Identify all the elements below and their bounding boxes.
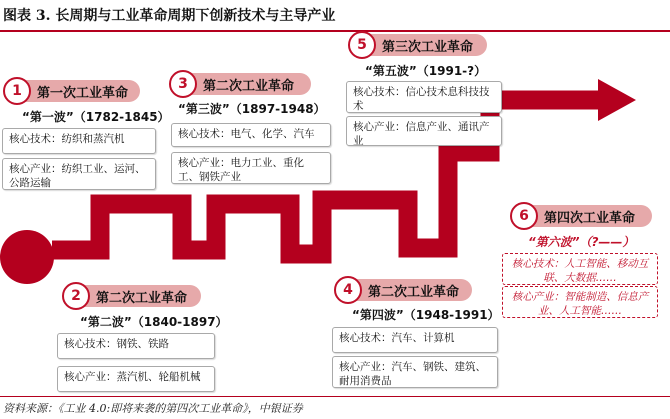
revolution-6-header xyxy=(512,205,652,227)
revolution-6-number: 6 xyxy=(510,202,538,230)
revolution-3-title: 第二次工业革命 xyxy=(203,79,295,94)
source-note: 资料来源：《工业 4.0:即将来袭的第四次工业革命》，中银证券 xyxy=(3,402,303,415)
revolution-5-header xyxy=(350,34,487,56)
revolution-2-title: 第二次工业革命 xyxy=(96,291,188,306)
revolution-1-header xyxy=(5,80,140,102)
revolution-3-wave: “第三波”（1897-1948） xyxy=(178,102,326,116)
revolution-4-core-industry: 核心产业：汽车、钢铁、建筑、耐用消费品 xyxy=(332,356,498,388)
revolution-1-wave: “第一波”（1782-1845） xyxy=(22,110,170,124)
revolution-3-core-industry: 核心产业：电力工业、重化工、钢铁产业 xyxy=(171,152,331,184)
start-circle xyxy=(0,230,54,284)
revolution-6-core-tech: 核心技术：人工智能、移动互联、大数据…… xyxy=(502,253,658,285)
revolution-2-number: 2 xyxy=(62,282,90,310)
revolution-4-title: 第二次工业革命 xyxy=(368,285,460,300)
revolution-3-header xyxy=(171,73,311,95)
revolution-6-title: 第四次工业革命 xyxy=(544,211,636,226)
revolution-5-wave: “第五波”（1991-?） xyxy=(365,64,487,78)
revolution-6-core-industry: 核心产业：智能制造、信息产业、人工智能…… xyxy=(502,286,658,318)
revolution-2-core-industry: 核心产业：蒸汽机、轮船机械 xyxy=(57,366,215,392)
bottom-rule xyxy=(0,396,670,397)
revolution-5-core-tech: 核心技术：信心技术息科技技术 xyxy=(346,81,502,113)
revolution-2-core-tech: 核心技术：钢铁、铁路 xyxy=(57,333,215,359)
revolution-3-core-tech: 核心技术：电气、化学、汽车 xyxy=(171,123,331,147)
revolution-5-core-industry: 核心产业：信息产业、通讯产业 xyxy=(346,116,502,146)
revolution-6-wave: “第六波”（?——） xyxy=(528,235,635,249)
arrow-head xyxy=(598,79,636,121)
revolution-5-number: 5 xyxy=(348,31,376,59)
revolution-1-core-tech: 核心技术：纺织和蒸汽机 xyxy=(2,128,156,154)
revolution-4-number: 4 xyxy=(334,276,362,304)
revolution-1-core-industry: 核心产业：纺织工业、运河、公路运输 xyxy=(2,158,156,190)
figure-title: 图表 3. 长周期与工业革命周期下创新技术与主导产业 xyxy=(3,8,336,24)
revolution-5-title: 第三次工业革命 xyxy=(382,40,474,55)
revolution-3-number: 3 xyxy=(169,70,197,98)
revolution-2-wave: “第二波”（1840-1897） xyxy=(80,315,228,329)
revolution-4-core-tech: 核心技术：汽车、计算机 xyxy=(332,327,498,353)
revolution-1-title: 第一次工业革命 xyxy=(37,86,129,101)
revolution-4-wave: “第四波”（1948-1991） xyxy=(352,308,500,322)
revolution-4-header xyxy=(336,279,472,301)
revolution-1-number: 1 xyxy=(3,77,31,105)
revolution-2-header xyxy=(64,285,201,307)
